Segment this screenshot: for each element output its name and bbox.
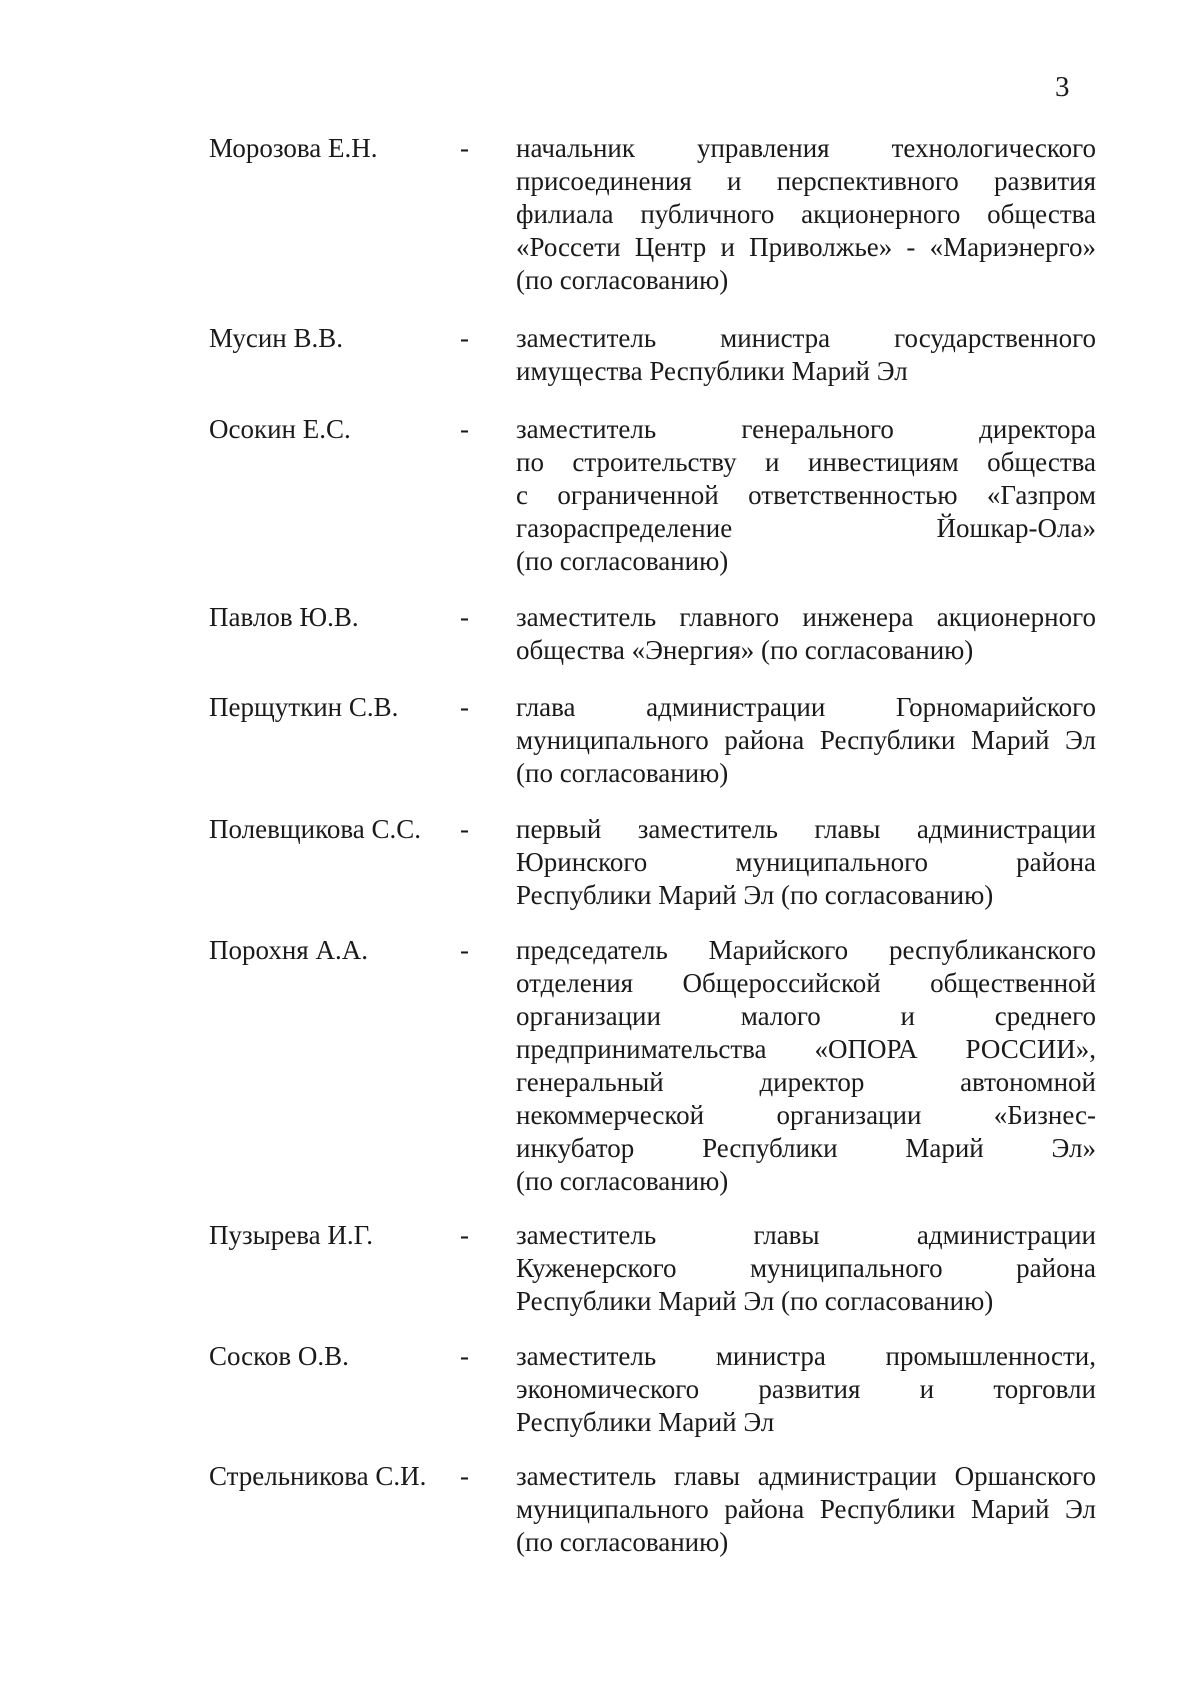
position-line: заместитель министра промышленности, (516, 1341, 1096, 1371)
member-dash: - (460, 814, 469, 844)
member-position (516, 813, 1096, 912)
position-line: по строительству и инвестициям общества (516, 447, 1096, 477)
position-line: некоммерческой организации «Бизнес- (516, 1100, 1096, 1130)
position-line: Республики Марий Эл (по согласованию) (516, 1286, 994, 1316)
position-line: «Россети Центр и Приволжье» - «Мариэнерго» (516, 232, 1096, 262)
position-line: начальник управления технологического (516, 133, 1096, 163)
position-line: заместитель главного инженера акционерного (516, 602, 1096, 632)
member-name: Мусин В.В. (209, 323, 343, 353)
member-name: Пузырева И.Г. (209, 1220, 373, 1250)
member-name: Морозова Е.Н. (209, 133, 378, 163)
member-position (516, 322, 1096, 388)
position-line: Республики Марий Эл (516, 1407, 775, 1437)
member-name: Порохня А.А. (209, 935, 368, 965)
member-position (516, 132, 1096, 297)
member-dash: - (460, 935, 469, 965)
member-dash: - (460, 323, 469, 353)
position-line: муниципального района Республики Марий Эл (516, 725, 1096, 755)
position-line: (по согласованию) (516, 758, 729, 788)
position-line: с ограниченной ответственностью «Газпром (516, 480, 1096, 510)
position-line: организации малого и среднего (516, 1001, 1096, 1031)
member-name: Осокин Е.С. (209, 414, 351, 444)
position-line: первый заместитель главы администрации (516, 814, 1096, 844)
member-dash: - (460, 133, 469, 163)
member-name: Павлов Ю.В. (209, 602, 359, 632)
position-line: (по согласованию) (516, 546, 729, 576)
position-line: филиала публичного акционерного общества (516, 199, 1096, 229)
position-line: председатель Марийского республиканского (516, 935, 1096, 965)
position-line: инкубатор Республики Марий Эл» (516, 1133, 1096, 1163)
member-position (516, 934, 1096, 1198)
position-line: заместитель министра государственного (516, 323, 1096, 353)
position-line: глава администрации Горномарийского (516, 692, 1096, 722)
member-dash: - (460, 692, 469, 722)
member-dash: - (460, 414, 469, 444)
position-line: экономического развития и торговли (516, 1374, 1096, 1404)
position-line: предпринимательства «ОПОРА РОССИИ», (516, 1034, 1096, 1064)
member-name: Стрельникова С.И. (209, 1461, 427, 1491)
position-line: заместитель генерального директора (516, 414, 1096, 444)
member-position (516, 1340, 1096, 1439)
member-name: Сосков О.В. (209, 1341, 349, 1371)
position-line: (по согласованию) (516, 265, 729, 295)
position-line: отделения Общероссийской общественной (516, 968, 1096, 998)
position-line: присоединения и перспективного развития (516, 166, 1096, 196)
member-position (516, 413, 1096, 578)
member-name: Перщуткин С.В. (209, 692, 399, 722)
position-line: Куженерского муниципального района (516, 1253, 1096, 1283)
member-position (516, 1460, 1096, 1559)
member-dash: - (460, 1341, 469, 1371)
member-position (516, 1219, 1096, 1318)
position-line: генеральный директор автономной (516, 1067, 1096, 1097)
position-line: (по согласованию) (516, 1166, 729, 1196)
position-line: заместитель главы администрации Оршанского (516, 1461, 1096, 1491)
position-line: имущества Республики Марий Эл (516, 356, 908, 386)
member-dash: - (460, 602, 469, 632)
position-line: заместитель главы администрации (516, 1220, 1096, 1250)
member-position (516, 691, 1096, 790)
member-dash: - (460, 1461, 469, 1491)
position-line: (по согласованию) (516, 1527, 729, 1557)
position-line: Республики Марий Эл (по согласованию) (516, 880, 994, 910)
position-line: газораспределение Йошкар-Ола» (516, 513, 1096, 543)
member-position (516, 601, 1096, 667)
position-line: муниципального района Республики Марий Эл (516, 1494, 1096, 1524)
position-line: Юринского муниципального района (516, 847, 1096, 877)
position-line: общества «Энергия» (по согласованию) (516, 635, 974, 665)
page-number: 3 (1055, 71, 1070, 103)
member-name: Полевщикова С.С. (209, 814, 421, 844)
member-dash: - (460, 1220, 469, 1250)
